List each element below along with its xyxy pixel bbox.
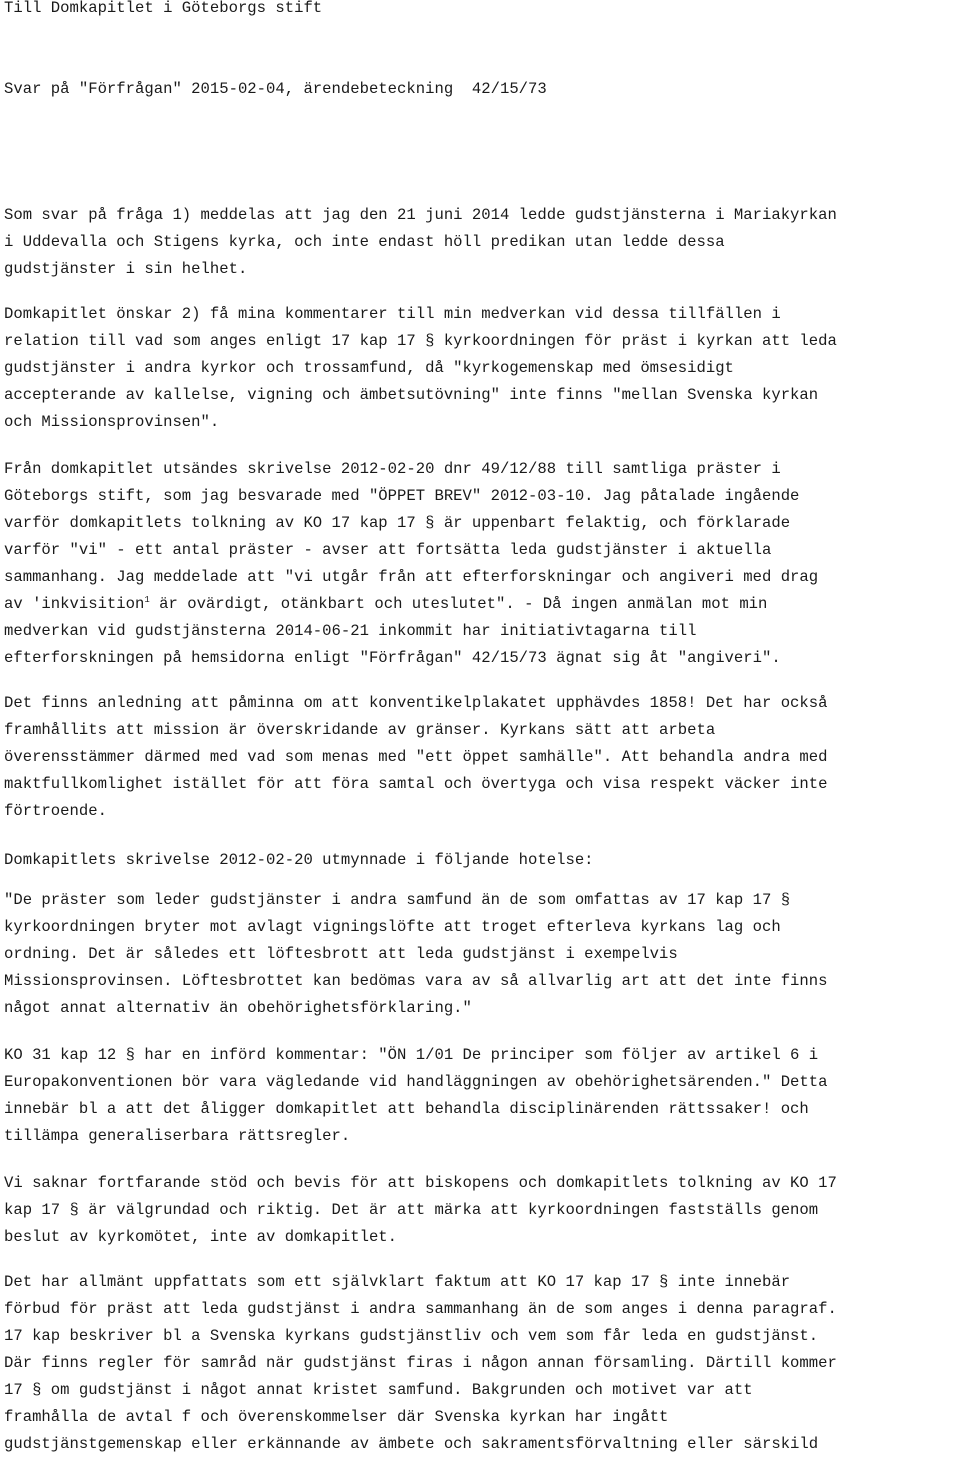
text-line: gudstjänster i andra kyrkor och trossamfund, då "kyrkogemenskap med ömsesidigt xyxy=(4,359,734,377)
text-line: Missionsprovinsen. Löftesbrottet kan bedömas vara av så allvarlig art att det inte finns xyxy=(4,972,828,990)
text-line: varför "vi" - ett antal präster - avser att fortsätta leda gudstjänster i aktuella xyxy=(4,541,772,559)
text-line: Från domkapitlet utsändes skrivelse 2012-02-20 dnr 49/12/88 till samtliga präster i xyxy=(4,460,781,478)
document-title: Till Domkapitlet i Göteborgs stift xyxy=(4,0,323,17)
text-line: Det finns anledning att påminna om att konventikelplakatet upphävdes 1858! Det har också xyxy=(4,694,828,712)
text-line: efterforskningen på hemsidorna enligt "Förfrågan" 42/15/73 ägnat sig åt "angiveri". xyxy=(4,649,781,667)
text-line: "De präster som leder gudstjänster i andra samfund än de som omfattas av 17 kap 17 § xyxy=(4,891,791,909)
text-line: accepterande av kallelse, vigning och ämbetsutövning" inte finns "mellan Svenska kyrkan xyxy=(4,386,819,404)
text-line: Det har allmänt uppfattats som ett självklart faktum att KO 17 kap 17 § inte innebär xyxy=(4,1273,791,1291)
text-segment: av 'inkvisition xyxy=(4,595,145,613)
text-line: 17 § om gudstjänst i något annat kristet samfund. Bakgrunden och motivet var att xyxy=(4,1381,753,1399)
text-line: medverkan vid gudstjänsterna 2014-06-21 inkommit har initiativtagarna till xyxy=(4,622,697,640)
text-segment: är ovärdigt, otänkbart och uteslutet". - Då ingen anmälan mot min xyxy=(149,595,768,613)
text-line: Där finns regler för samråd när gudstjänst firas i någon annan församling. Därtill kommer xyxy=(4,1354,837,1372)
text-line: varför domkapitlets tolkning av KO 17 kap 17 § är uppenbart felaktig, och förklarade xyxy=(4,514,791,532)
text-line: relation till vad som anges enligt 17 kap 17 § kyrkoordningen för präst i kyrkan att leda xyxy=(4,332,837,350)
text-line: kyrkoordningen bryter mot avlagt vigningslöfte att troget efterleva kyrkans lag och xyxy=(4,918,781,936)
text-line: något annat alternativ än obehörighetsförklaring." xyxy=(4,999,472,1017)
text-line: Domkapitlets skrivelse 2012-02-20 utmynnade i följande hotelse: xyxy=(4,851,594,869)
document-subject: Svar på "Förfrågan" 2015-02-04, ärendebeteckning 42/15/73 xyxy=(4,80,547,98)
text-line: beslut av kyrkomötet, inte av domkapitlet. xyxy=(4,1228,398,1246)
text-line: tillämpa generaliserbara rättsregler. xyxy=(4,1127,351,1145)
text-line: Som svar på fråga 1) meddelas att jag den 21 juni 2014 ledde gudstjänsterna i Mariakyrkan xyxy=(4,206,837,224)
text-line: framhålla de avtal f och överenskommelser där Svenska kyrkan har ingått xyxy=(4,1408,669,1426)
text-line: maktfullkomlighet istället för att föra samtal och övertyga och visa respekt väcker inte xyxy=(4,775,828,793)
footnote-marker[interactable]: 1 xyxy=(144,595,150,605)
text-line: överensstämmer därmed med vad som menas med "ett öppet samhälle". Att behandla andra med xyxy=(4,748,828,766)
text-line: KO 31 kap 12 § har en införd kommentar: "ÖN 1/01 De principer som följer av artikel 6 i xyxy=(4,1046,819,1064)
text-line: kap 17 § är välgrundad och riktig. Det är att märka att kyrkoordningen fastställs genom xyxy=(4,1201,819,1219)
text-line: ordning. Det är således ett löftesbrott att leda gudstjänst i exempelvis xyxy=(4,945,678,963)
text-line: gudstjänstgemenskap eller erkännande av ämbete och sakramentsförvaltning eller särskild xyxy=(4,1435,819,1453)
text-line: Domkapitlet önskar 2) få mina kommentarer till min medverkan vid dessa tillfällen i xyxy=(4,305,781,323)
text-line: sammanhang. Jag meddelade att "vi utgår från att efterforskningar och angiveri med drag xyxy=(4,568,819,586)
text-line: förbud för präst att leda gudstjänst i andra sammanhang än de som anges i denna paragraf. xyxy=(4,1300,837,1318)
text-line: Vi saknar fortfarande stöd och bevis för att biskopens och domkapitlets tolkning av KO 17 xyxy=(4,1174,837,1192)
text-line-with-footnote xyxy=(4,594,767,614)
text-line: Göteborgs stift, som jag besvarade med "ÖPPET BREV" 2012-03-10. Jag påtalade ingående xyxy=(4,487,800,505)
text-line: Europakonventionen bör vara vägledande vid handläggningen av obehörighetsärenden." Detta xyxy=(4,1073,828,1091)
text-line: framhållits att mission är överskridande av gränser. Kyrkans sätt att arbeta xyxy=(4,721,716,739)
text-line: förtroende. xyxy=(4,802,107,820)
text-line: 17 kap beskriver bl a Svenska kyrkans gudstjänstliv och vem som får leda en gudstjänst. xyxy=(4,1327,819,1345)
text-line: i Uddevalla och Stigens kyrka, och inte endast höll predikan utan ledde dessa xyxy=(4,233,725,251)
text-line: innebär bl a att det åligger domkapitlet att behandla disciplinärenden rättssaker! och xyxy=(4,1100,809,1118)
text-line: gudstjänster i sin helhet. xyxy=(4,260,248,278)
text-line: och Missionsprovinsen". xyxy=(4,413,220,431)
